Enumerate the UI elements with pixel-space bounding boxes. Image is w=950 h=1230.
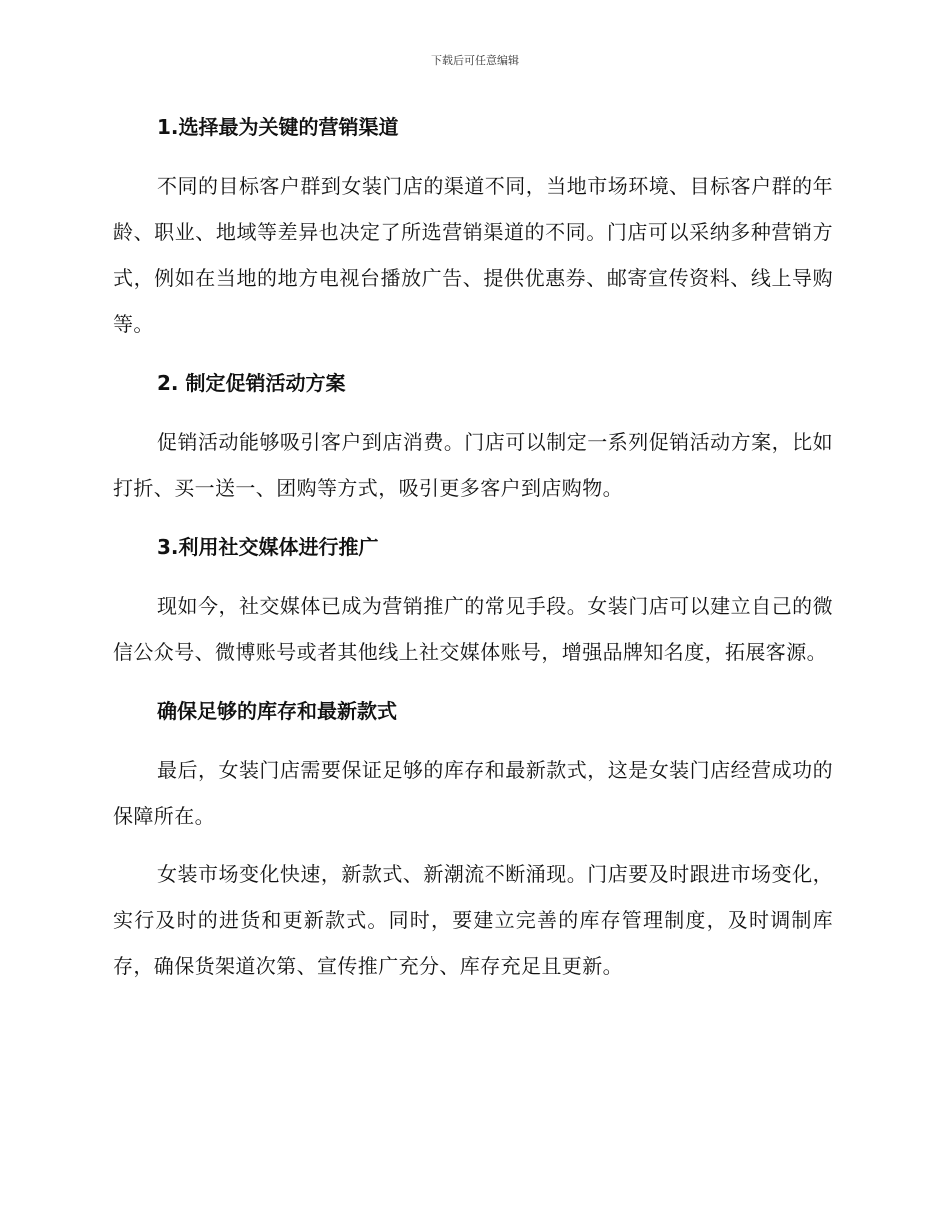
- section-heading: 确保足够的库存和最新款式: [157, 699, 397, 723]
- section-promotion-plan: [113, 369, 833, 511]
- section-paragraph: 不同的目标客户群到女装门店的渠道不同，当地市场环境、目标客户群的年龄、职业、地域等差异也决定了所选营销渠道的不同。门店可以采纳多种营销方式，例如在当地的地方电视台播放广告、提供优惠券、邮寄宣传资料、线上导购等。: [113, 174, 833, 336]
- section-inventory: [113, 697, 833, 989]
- section-paragraph: 现如今，社交媒体已成为营销推广的常见手段。女装门店可以建立自己的微信公众号、微博账号或者其他线上社交媒体账号，增强品牌知名度，拓展客源。: [113, 594, 833, 664]
- section-paragraph: 女装市场变化快速，新款式、新潮流不断涌现。门店要及时跟进市场变化，实行及时的进货和更新款式。同时，要建立完善的库存管理制度，及时调制库存，确保货架道次第、宣传推广充分、库存充足且更新。: [113, 862, 833, 978]
- section-heading: 3.利用社交媒体进行推广: [157, 535, 379, 559]
- section-paragraph: 促销活动能够吸引客户到店消费。门店可以制定一系列促销活动方案，比如打折、买一送一、团购等方式，吸引更多客户到店购物。: [113, 430, 833, 500]
- section-paragraph: 最后，女装门店需要保证足够的库存和最新款式，这是女装门店经营成功的保障所在。: [113, 758, 833, 828]
- document-body: [113, 113, 833, 989]
- section-heading: 2. 制定促销活动方案: [157, 371, 346, 395]
- section-marketing-channels: [113, 113, 833, 347]
- section-social-media: [113, 533, 833, 675]
- section-heading: 1.选择最为关键的营销渠道: [157, 115, 399, 139]
- page-header-note: 下载后可任意编辑: [431, 54, 519, 67]
